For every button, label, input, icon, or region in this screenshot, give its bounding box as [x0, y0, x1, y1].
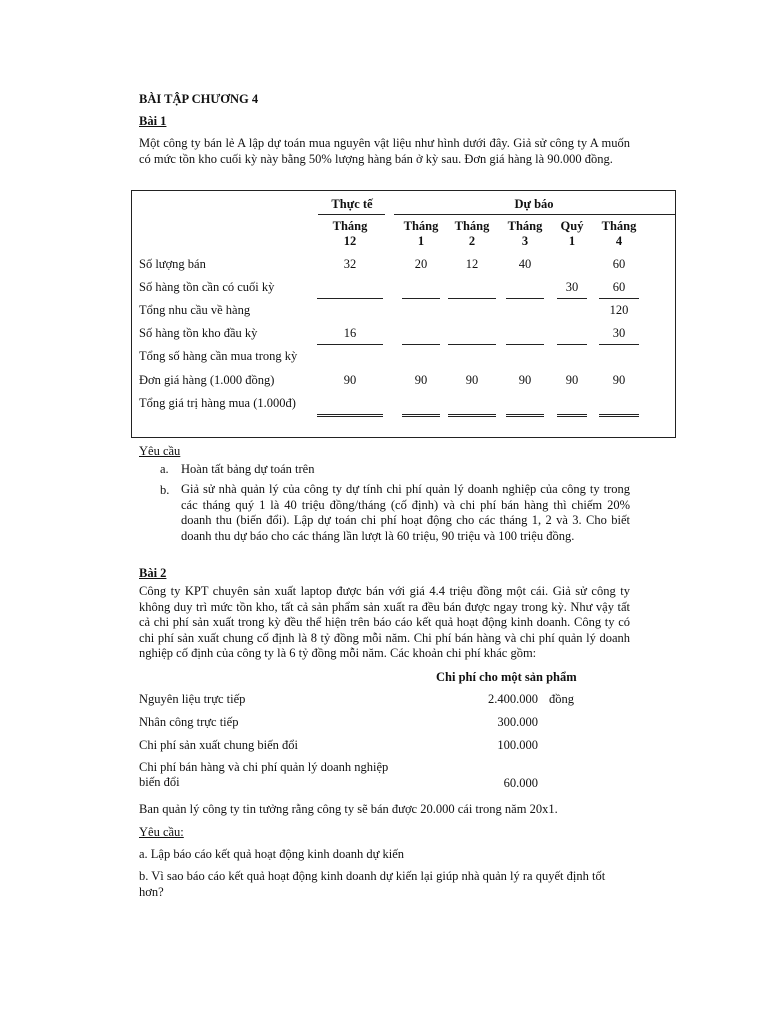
row-label: Tổng nhu cầu về hàng [139, 303, 251, 317]
column-header-line-1: Quý [560, 219, 584, 233]
requirement-b: Giả sử nhà quản lý của công ty dự tính chi phí quản lý doanh nghiệp của công ty trong các tháng quý 1 là 40 triệu đồng/tháng (cố định) và chi phí bán hàng thì chiếm 20% doanh thu (biến đổi). Lập dự toán chi phí hoạt động cho các tháng 1, 2 và 3. Cho biết doanh thu dự báo cho các tháng lần lượt là 60 triệu, 90 triệu và 100 triệu đồng. [181, 482, 630, 543]
exercise-1-heading: Bài 1 [139, 114, 167, 128]
header-rule [318, 214, 385, 215]
exercise-2-intro: Công ty KPT chuyên sản xuất laptop được bán với giá 4.4 triệu đồng một cái. Giả sử công ty không duy trì mức tồn kho, tất cả sản phẩm sản xuất ra đều bán được ngay trong kỳ. Như vậy tất cả chi phí sản xuất trong kỳ đều thể hiện trên báo cáo kết quả hoạt động kinh doanh. Công ty có chi phí sản xuất chung cố định là 8 tỷ đồng mỗi năm. Chi phí bán hàng và chi phí quản lý doanh nghiệp cố định của công ty là 6 tỷ đồng mỗi năm. Các khoản chi phí khác gồm: [139, 584, 630, 660]
table-cell: 90 [414, 373, 428, 387]
table-cell: 90 [343, 373, 357, 387]
subtotal-rule [402, 298, 440, 299]
column-header-line-2: 12 [343, 234, 357, 248]
requirement-a: Hoàn tất bảng dự toán trên [181, 462, 315, 476]
header-rule [394, 214, 676, 215]
group-header-actual: Thực tế [331, 197, 373, 211]
table-cell: 32 [343, 257, 357, 271]
exercise-2-requirements-heading: Yêu cầu: [139, 825, 184, 839]
cost-label: Nguyên liệu trực tiếp [139, 692, 246, 706]
subtotal-rule [402, 344, 440, 345]
row-label: Tổng giá trị hàng mua (1.000đ) [139, 396, 296, 410]
cost-table-header: Chi phí cho một sản phẩm [436, 670, 577, 684]
subtotal-rule [506, 298, 544, 299]
sales-forecast: Ban quản lý công ty tin tưởng rằng công ty sẽ bán được 20.000 cái trong năm 20x1. [139, 802, 558, 816]
column-header [589, 219, 649, 249]
table-cell: 30 [565, 280, 579, 294]
total-double-rule [599, 414, 639, 417]
subtotal-rule [599, 298, 639, 299]
table-cell: 20 [414, 257, 428, 271]
column-header-line-1: Tháng [507, 219, 543, 233]
total-double-rule [317, 414, 383, 417]
cost-value: 300.000 [497, 715, 538, 729]
requirement-b-marker: b. [160, 483, 170, 497]
column-header-line-1: Tháng [332, 219, 368, 233]
subtotal-rule [448, 298, 496, 299]
exercise-2-heading: Bài 2 [139, 566, 167, 580]
table-cell: 90 [565, 373, 579, 387]
exercise-1-intro: Một công ty bán lẻ A lập dự toán mua nguyên vật liệu như hình dưới đây. Giả sử công ty A muốn có mức tồn kho cuối kỳ này bằng 50% lượng hàng bán ở kỳ sau. Đơn giá hàng là 90.000 đồng. [139, 136, 630, 166]
group-header-forecast: Dự báo [514, 197, 554, 211]
table-cell: 60 [612, 280, 626, 294]
cost-unit: đồng [549, 692, 574, 706]
cost-value: 60.000 [503, 776, 538, 790]
purchase-budget-table [131, 190, 676, 438]
total-double-rule [557, 414, 587, 417]
document-title: BÀI TẬP CHƯƠNG 4 [139, 92, 259, 106]
exercise-2-requirement-b: b. Vì sao báo cáo kết quả hoạt động kinh doanh dự kiến lại giúp nhà quản lý ra quyết định tốt hơn? [139, 869, 606, 899]
column-header [442, 219, 502, 249]
table-cell: 40 [518, 257, 532, 271]
table-cell: 16 [343, 326, 357, 340]
column-header [320, 219, 380, 249]
column-header-line-2: 3 [521, 234, 529, 248]
row-label: Số hàng tồn kho đầu kỳ [139, 326, 258, 340]
total-double-rule [506, 414, 544, 417]
column-header-line-1: Tháng [403, 219, 439, 233]
row-label: Số hàng tồn cần có cuối kỳ [139, 280, 275, 294]
column-header-line-2: 2 [468, 234, 476, 248]
row-label: Số lượng bán [139, 257, 206, 271]
total-double-rule [448, 414, 496, 417]
subtotal-rule [557, 298, 587, 299]
column-header-line-2: 1 [568, 234, 576, 248]
cost-label: Nhân công trực tiếp [139, 715, 239, 729]
exercise-1-requirements-heading: Yêu cầu [139, 444, 181, 458]
column-header-line-1: Tháng [601, 219, 637, 233]
subtotal-rule [557, 344, 587, 345]
total-double-rule [402, 414, 440, 417]
table-cell: 12 [465, 257, 479, 271]
row-label: Tổng số hàng cần mua trong kỳ [139, 349, 298, 363]
column-header-line-2: 1 [417, 234, 425, 248]
subtotal-rule [506, 344, 544, 345]
column-header-line-1: Tháng [454, 219, 490, 233]
cost-value: 2.400.000 [488, 692, 538, 706]
column-header-line-2: 4 [615, 234, 623, 248]
table-cell: 90 [612, 373, 626, 387]
cost-label-continued: biến đổi [139, 775, 180, 789]
table-cell: 60 [612, 257, 626, 271]
subtotal-rule [317, 344, 383, 345]
cost-value: 100.000 [497, 738, 538, 752]
table-cell: 90 [465, 373, 479, 387]
row-label: Đơn giá hàng (1.000 đồng) [139, 373, 275, 387]
table-cell: 120 [609, 303, 629, 317]
table-cell: 90 [518, 373, 532, 387]
cost-label: Chi phí bán hàng và chi phí quản lý doanh nghiệp [139, 760, 389, 774]
exercise-2-requirement-a: a. Lập báo cáo kết quả hoạt động kinh doanh dự kiến [139, 847, 405, 861]
cost-label: Chi phí sản xuất chung biến đổi [139, 738, 299, 752]
subtotal-rule [599, 344, 639, 345]
subtotal-rule [448, 344, 496, 345]
table-cell: 30 [612, 326, 626, 340]
requirement-a-marker: a. [160, 462, 169, 476]
subtotal-rule [317, 298, 383, 299]
